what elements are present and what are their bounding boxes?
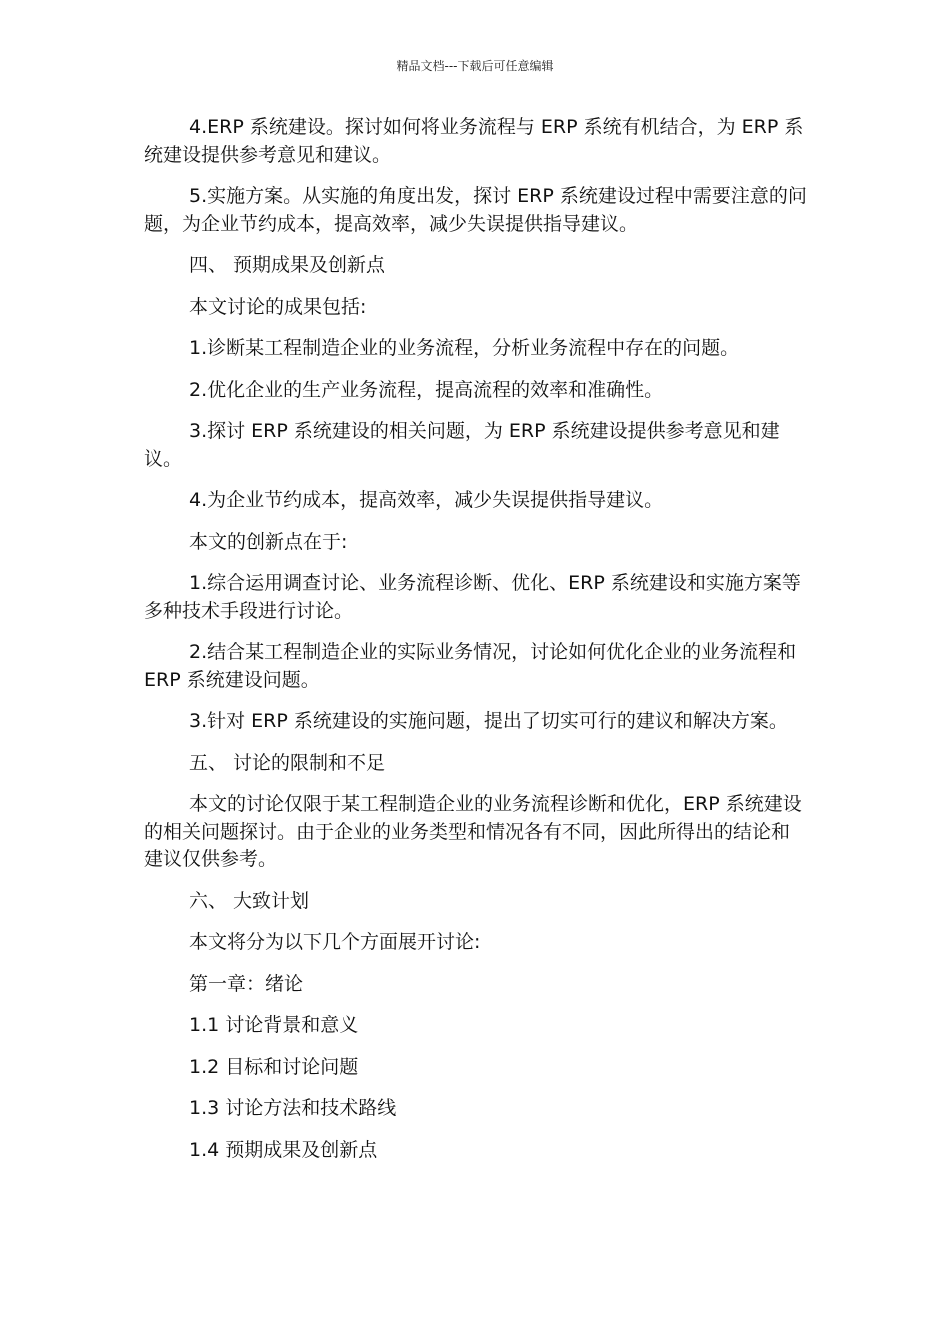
section-heading-expected-results: 四、 预期成果及创新点: [189, 254, 386, 276]
innovation-item-3: 3.针对 ERP 系统建设的实施问题，提出了切实可行的建议和解决方案。: [189, 710, 788, 732]
section-heading-limitations: 五、 讨论的限制和不足: [189, 751, 386, 774]
result-item-2: 2.优化企业的生产业务流程，提高流程的效率和准确性。: [189, 378, 664, 401]
paragraph-limitations: 本文的讨论仅限于某工程制造企业的业务流程诊断和优化，ERP 系统建设的相关问题探讨。由于企业的业务类型和情况各有不同，因此所得出的结论和建议仅供参考。: [144, 793, 802, 870]
outline-item-1-1: 1.1 讨论背景和意义: [189, 1014, 359, 1036]
section-heading-plan: 六、 大致计划: [189, 889, 310, 912]
document-body: [144, 114, 808, 1178]
innovation-item-2: 2.结合某工程制造企业的实际业务情况，讨论如何优化企业的业务流程和 ERP 系统建设问题。: [144, 641, 797, 691]
outline-item-1-2: 1.2 目标和讨论问题: [189, 1055, 359, 1078]
paragraph-implementation-plan: 5.实施方案。从实施的角度出发，探讨 ERP 系统建设过程中需要注意的问题，为企业节约成本，提高效率，减少失误提供指导建议。: [144, 185, 807, 235]
paragraph-results-intro: 本文讨论的成果包括:: [189, 295, 367, 318]
innovation-item-1: 1.综合运用调查讨论、业务流程诊断、优化、ERP 系统建设和实施方案等多种技术手段进行讨论。: [144, 572, 801, 622]
result-item-4: 4.为企业节约成本，提高效率，减少失误提供指导建议。: [189, 489, 664, 511]
page-header: 精品文档---下载后可任意编辑: [396, 59, 554, 73]
outline-item-1-3: 1.3 讨论方法和技术路线: [189, 1097, 397, 1119]
chapter-1-title: 第一章：绪论: [189, 972, 304, 995]
paragraph-innovation-intro: 本文的创新点在于:: [189, 530, 348, 553]
paragraph-plan-intro: 本文将分为以下几个方面展开讨论:: [189, 931, 481, 953]
result-item-1: 1.诊断某工程制造企业的业务流程，分析业务流程中存在的问题。: [189, 337, 740, 359]
paragraph-erp-construction: 4.ERP 系统建设。探讨如何将业务流程与 ERP 系统有机结合，为 ERP 系统建设提供参考意见和建议。: [144, 116, 804, 166]
result-item-3: 3.探讨 ERP 系统建设的相关问题，为 ERP 系统建设提供参考意见和建议。: [144, 420, 780, 470]
outline-item-1-4: 1.4 预期成果及创新点: [189, 1138, 378, 1161]
